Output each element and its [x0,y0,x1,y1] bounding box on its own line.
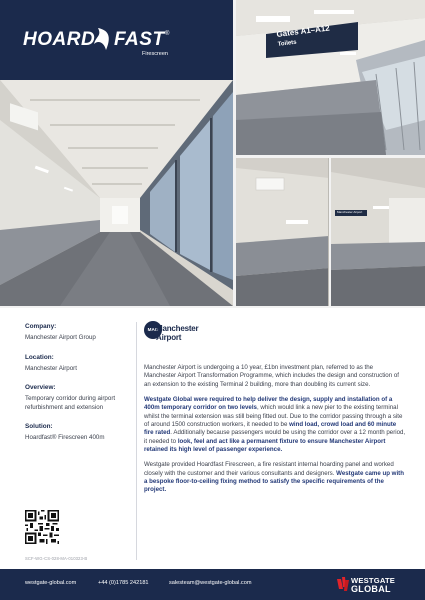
westgate-mark-icon [337,577,349,591]
paragraph-solution [144,461,406,494]
info-label: Location: [25,353,54,361]
footer-phone[interactable]: +44 (0)1785 242181 [98,580,149,586]
highlight-experience: look, feel and act like a permanent fixture to ensure Manchester Airport retained its high level of passenger experience. [144,437,386,454]
info-location [25,353,120,374]
column-divider [136,322,137,560]
qr-code[interactable] [25,510,59,544]
mag-badge: MAG [144,321,162,339]
footer-website-link[interactable]: westgate-global.com [25,580,77,586]
info-value: Manchester Airport Group [25,334,96,341]
document-code: SCF-WG-CS-028-MA-010323-B [25,556,88,561]
gates-sign-line1: Gates A1–A12 [276,23,331,39]
highlight-fixing-method: Westgate came up with a bespoke floor-to-ceiling fixing method to satisfy the specific requirements of the project. [144,469,404,494]
client-name-line2: Airport [156,333,182,342]
westgate-global-logo [337,574,407,596]
gates-photo [236,0,425,155]
side-sign-text: Manchester Airport [337,210,363,214]
gates-sign-line2: Toilets [277,39,297,48]
info-solution [25,422,120,443]
case-study-body [144,364,406,502]
info-label: Solution: [25,423,53,430]
logo-word-fast: FAST [114,29,165,50]
highlight-requirement: Westgate Global were required to help deliver the design, supply and installation of a 400m temporary corridor on two levels [144,396,393,412]
westgate-logo-line2: GLOBAL [351,584,391,594]
corridor-side-photo [236,158,329,306]
logo-word-hoard: HOARD [23,29,96,50]
info-overview [25,383,120,412]
client-name-line1: Manchester [156,324,199,333]
westgate-logo-line1: WESTGATE [351,576,396,585]
logo-subtitle: Firescreen [142,51,168,57]
info-value: Hoardfast® Firescreen 400m [25,434,105,441]
body-text: , which would link a new pier to the existing terminal whilst the terminal extension was still being fitted out. Due to the corridor passing through a site of around 1500 construction workers, it needed to be [144,404,403,429]
info-company [25,322,120,343]
hoardfast-logo [0,0,233,80]
info-label: Overview: [25,384,56,391]
paragraph-requirements [144,396,406,454]
logo-flame-icon [92,26,116,52]
paragraph-intro: Manchester Airport is undergoing a 10 year, £1bn investment plan, referred to as the Manchester Airport Transformation Programme, which includes the design and construction of an extension to the existing Terminal 2 building, more than doubling its current size. [144,364,399,388]
info-value: Temporary corridor during airport refurbishment and extension [25,395,116,411]
manchester-airport-logo [144,321,224,351]
footer [0,569,425,600]
project-info [25,322,120,453]
corridor-end-photo [331,158,425,306]
info-label: Company: [25,323,57,330]
info-value: Manchester Airport [25,364,77,372]
body-text: Westgate provided Hoardfast Firescreen, a fire resistant internal hoarding panel and worked closely with the customer and their various consultants and designers. [144,461,394,477]
footer-email-link[interactable]: salesteam@westgate-global.com [169,580,252,586]
highlight-ratings: wind load, crowd load and 60 minute fire rated [144,421,397,437]
corridor-photo [0,80,233,306]
body-text: . Additionally because passengers would be using the corridor over a 12 month period, it needed to [144,429,406,445]
logo-registered-mark: ® [165,31,170,37]
